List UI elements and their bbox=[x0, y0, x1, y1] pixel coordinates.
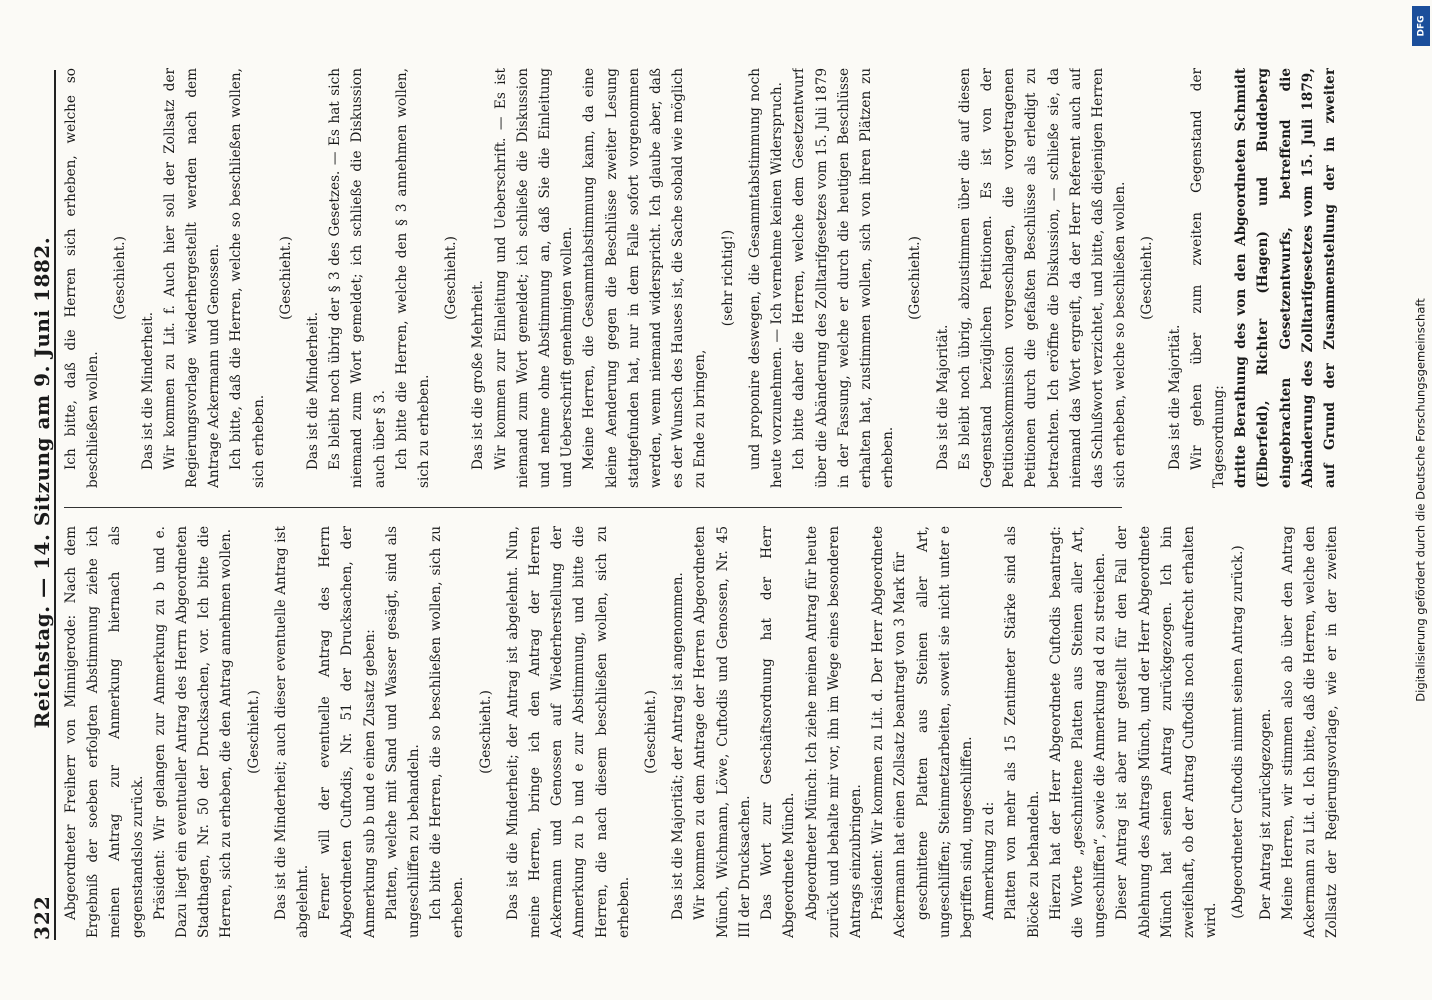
paragraph: Das ist die Majorität; der Antrag ist angenommen. bbox=[670, 572, 687, 920]
stage-direction: (Geschieht.) bbox=[907, 236, 924, 320]
paragraph: Präsident: Wir kommen zu Lit. d. Der Herr Abgeordnete Ackermann hat einen Zollsatz beantragt von 3 Mark für bbox=[870, 526, 909, 938]
left-column bbox=[60, 526, 1342, 938]
agenda-item-heading: dritte Berathung des von den Abgeordneten Schmidt (Elberfeld), Richter (Hagen) und Buddeberg eingebrachten Gesetzentwurfs, betreffend die Abänderung des Zolltarifgesetzes vom 15. Juli 1879, auf Grund der Zusammenstellung der in zweiter bbox=[1233, 68, 1338, 488]
paragraph: Ich bitte, daß die Herren sich erheben, welche so beschließen wollen. bbox=[63, 68, 102, 488]
paragraph: Der Antrag ist zurückgezogen. bbox=[1257, 708, 1274, 920]
dfg-logo bbox=[1412, 6, 1430, 46]
paragraph: Wir gehen über zum zweiten Gegenstand der Tagesordnung: bbox=[1188, 68, 1227, 488]
stage-direction: (Geschieht.) bbox=[112, 236, 129, 320]
page-number: 322 bbox=[30, 895, 54, 940]
stage-direction: (Geschieht.) bbox=[643, 690, 660, 774]
running-title: Reichstag. — 14. Sitzung am 9. Juni 1882. bbox=[30, 236, 54, 729]
paragraph: Platten, welche mit Sand und Wasser gesägt, sind als ungeschliffen zu behandeln. bbox=[383, 526, 423, 938]
paragraph: Das ist die Minderheit; auch dieser eventuelle Antrag ist abgelehnt. bbox=[272, 526, 312, 938]
paragraph: Das ist die Minderheit. bbox=[305, 311, 322, 470]
right-column bbox=[60, 68, 1342, 488]
stage-direction: (Geschieht.) bbox=[443, 236, 460, 320]
stage-direction: (Geschieht.) bbox=[245, 690, 262, 774]
paragraph: Wir kommen zu dem Antrage der Herren Abgeordneten Münch, Wichmann, Löwe, Cuftodis und Genossen, Nr. 45 III der Drucksachen. bbox=[692, 526, 753, 938]
paragraph: Das ist die Majorität. bbox=[934, 324, 951, 470]
paragraph: Abgeordneter Münch: Ich ziehe meinen Antrag für heute zurück und behalte mir vor, ihn im Wege eines besonderen Antrags einzubringen. bbox=[803, 526, 864, 938]
stage-direction: (Geschieht.) bbox=[277, 236, 294, 320]
paragraph: Wir kommen zur Einleitung und Ueberschrift. — Es ist niemand zum Wort gemeldet; ich schließe die Diskussion und nehme ohne Abstimmung an, daß Sie die Einleitung und Ueberschrift genehmigen wollen. bbox=[492, 68, 576, 488]
paragraph: Ich bitte die Herren, die so beschließen wollen, sich zu erheben. bbox=[428, 526, 467, 938]
paragraph: geschnittene Platten aus Steinen aller Art, ungeschliffen; Steinmetzarbeiten, soweit sie nicht unter e begriffen sind, ungeschliffen. bbox=[914, 526, 975, 938]
paragraph: Ich bitte die Herren, welche den § 3 annehmen wollen, sich zu erheben. bbox=[393, 68, 433, 488]
stage-direction: (sehr richtig!) bbox=[719, 229, 736, 327]
digitization-text: Digitalisierung gefördert durch die Deutsche Forschungsgemeinschaft bbox=[1414, 298, 1428, 702]
paragraph: Das ist die große Mehrheit. bbox=[470, 280, 487, 470]
paragraph: Es bleibt noch übrig der § 3 des Gesetzes. — Es hat sich niemand zum Wort gemeldet; ich schließe die Diskussion auch über § 3. bbox=[327, 68, 388, 488]
stage-direction: (Abgeordneter Cuftodis nimmt seinen Antrag zurück.) bbox=[1230, 545, 1247, 919]
paragraph: Anmerkung zu d: bbox=[981, 801, 998, 920]
paragraph: Wir kommen zu Lit. f. Auch hier soll der Zollsatz der Regierungsvorlage wiederhergestellt werden nach dem Antrage Ackermann und Genossen. bbox=[161, 68, 223, 488]
paragraph: Das Wort zur Geschäftsordnung hat der Herr Abgeordnete Münch. bbox=[759, 526, 798, 938]
paragraph: Platten von mehr als 15 Zentimeter Stärke sind als Blöcke zu behandeln. bbox=[1003, 526, 1042, 938]
paragraph: Ferner will der eventuelle Antrag des Herrn Abgeordneten Cuftodis, Nr. 51 der Drucksachen, der Anmerkung sub b und e einen Zusatz geben: bbox=[317, 526, 378, 938]
paragraph: Es bleibt noch übrig, abzustimmen über die auf diesen Gegenstand bezüglichen Petitionen. Es ist von der Petitionskommission vorgeschlagen, die vorgetragenen Petitionen durch die gefaßten Beschlüsse als erledigt zu betrachten. Ich eröffne die Diskussion, — schließe sie, da niemand das Wort ergreift, da der Herr Referent auch auf das Schlußwort verzichtet, und bitte, daß diejenigen Herren sich erheben, welche so beschließen wollen. bbox=[956, 68, 1129, 488]
stage-direction: (Geschieht.) bbox=[477, 690, 494, 774]
paragraph: Das ist die Minderheit; der Antrag ist abgelehnt. Nun, meine Herren, bringe ich den Antrag der Herren Ackermann und Genossen auf Wiederherstellung der Anmerkung zu b und e zur Abstimmung, und bitte die Herren, die nach diesem beschließen wollen, sich zu erheben. bbox=[504, 526, 632, 938]
dfg-logo-text: DFG bbox=[1416, 15, 1427, 37]
paragraph: Abgeordneter Freiherr von Minnigerode: Nach dem Ergebniß der soeben erfolgten Abstimmung ziehe ich meinen Antrag zur Anmerkung hiernach als gegenstandslos zurück. bbox=[63, 526, 146, 938]
paragraph: Präsident: Wir gelangen zur Anmerkung zu b und e. Dazu liegt ein eventueller Antrag des Herrn Abgeordneten Stadthagen, Nr. 50 der Drucksachen, vor. Ich bitte die Herren, sich zu erheben, die den Antrag annehmen wollen. bbox=[151, 526, 235, 938]
paragraph: Ich bitte daher die Herren, welche dem Gesetzentwurf über die Abänderung des Zolltarifgesetzes vom 15. Juli 1879 in der Fassung, welche er durch die heutigen Beschlüsse erhalten hat, zustimmen wollen, sich von ihren Plätzen zu erheben. bbox=[791, 68, 897, 488]
stage-direction: (Geschieht.) bbox=[1139, 236, 1156, 320]
paragraph: Das ist die Majorität. bbox=[1166, 324, 1183, 470]
paragraph: Hierzu hat der Herr Abgeordnete Cuftodis beantragt: die Worte „geschnittene Platten aus Steinen aller Art, ungeschliffen“, sowie die Anmerkung ad d zu streichen. bbox=[1047, 526, 1109, 938]
paragraph: Meine Herren, die Gesammtabstimmung kann, da eine kleine Aenderung gegen die Beschlüsse zweiter Lesung stattgefunden hat, nur in dem Falle sofort vorgenommen werden, wenn niemand widerspricht. Ich glaube aber, daß es der Wunsch des Hauses ist, die Sache sobald wie möglich zu Ende zu bringen, bbox=[581, 68, 709, 488]
paragraph: Dieser Antrag ist aber nur gestellt für den Fall der Ablehnung des Antrags Münch, und der Herr Abgeordnete Münch hat seinen Antrag zurückgezogen. Ich bin zweifelhaft, ob der Antrag Cuftodis noch aufrecht erhalten wird. bbox=[1114, 526, 1220, 938]
paragraph: Ich bitte, daß die Herren, welche so beschließen wollen, sich erheben. bbox=[228, 68, 267, 488]
paragraph: und proponire deswegen, die Gesammtabstimmung noch heute vorzunehmen. — Ich vernehme keinen Widerspruch. bbox=[746, 68, 786, 488]
paragraph: Das ist die Minderheit. bbox=[139, 311, 156, 470]
column-divider bbox=[64, 507, 1122, 508]
page-header bbox=[20, 70, 56, 940]
paragraph: Meine Herren, wir stimmen also ab über den Antrag Ackermann zu Lit. d. Ich bitte, daß die Herren, welche den Zollsatz der Regierungsvorlage, wie er in der zweiten bbox=[1279, 526, 1341, 938]
digitization-note bbox=[1410, 0, 1432, 1000]
